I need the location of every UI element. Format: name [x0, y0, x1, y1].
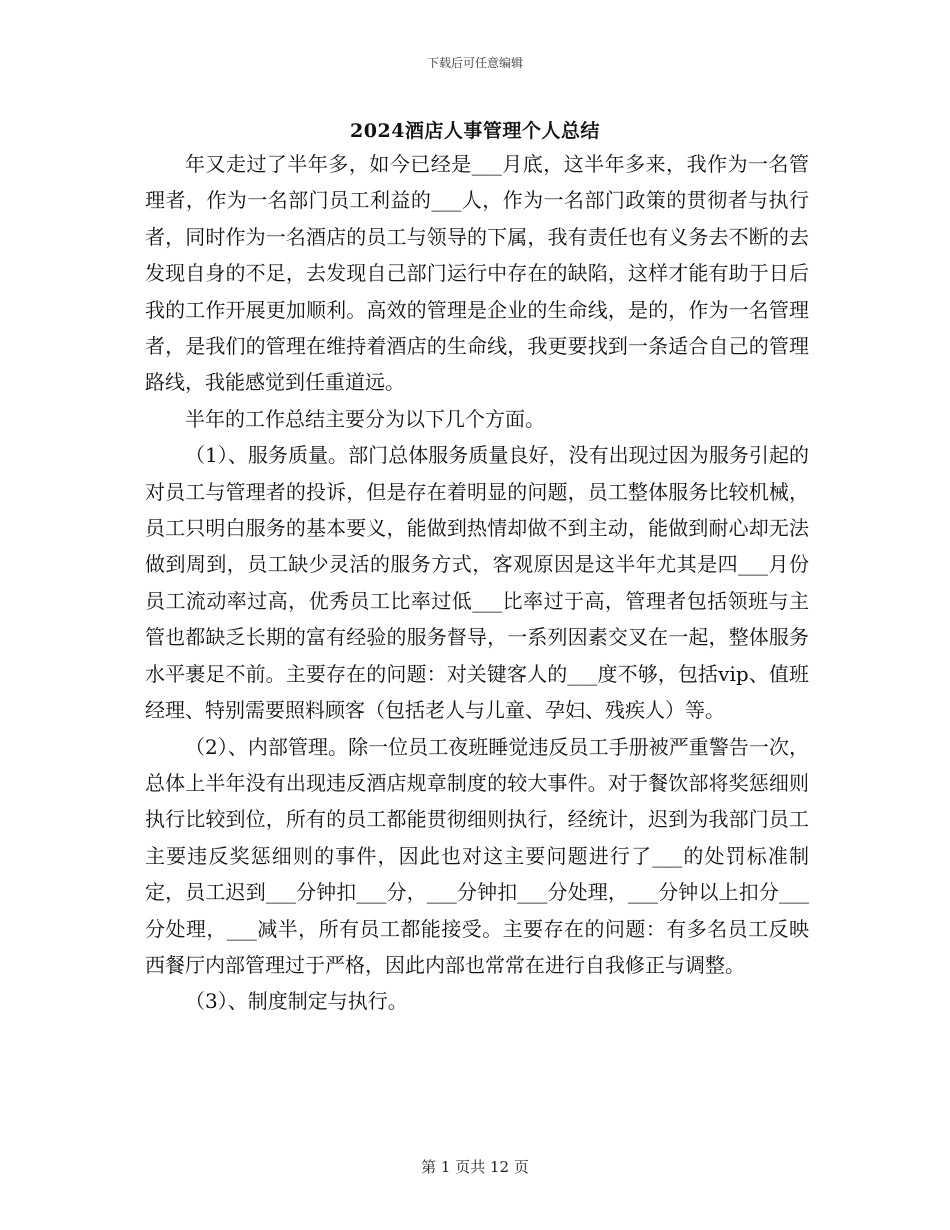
paragraph-intro: 年又走过了半年多，如今已经是___月底，这半年多来，我作为一名管理者，作为一名部门员工利益的___人，作为一名部门政策的贯彻者与执行者，同时作为一名酒店的员工与领导的下属，我有责任也有义务去不断的去发现自身的不足，去发现自己部门运行中存在的缺陷，这样才能有助于日后我的工作开展更加顺利。高效的管理是企业的生命线，是的，作为一名管理者，是我们的管理在维持着酒店的生命线，我更要找到一条适合自己的管理路线，我能感觉到任重道远。	[145, 152, 809, 395]
download-note: 下载后可任意编辑	[426, 56, 523, 70]
document-body	[145, 146, 809, 1020]
document-title: 2024酒店人事管理个人总结	[350, 120, 600, 142]
page-number-footer: 第 1 页共 12 页	[421, 1158, 529, 1176]
paragraph-internal-management: （2）、内部管理。除一位员工夜班睡觉违反员工手册被严重警告一次，总体上半年没有出现违反酒店规章制度的较大事件。对于餐饮部将奖惩细则执行比较到位，所有的员工都能贯彻细则执行，经统计，迟到为我部门员工主要违反奖惩细则的事件，因此也对这主要问题进行了___的处罚标准制定，员工迟到___分钟扣___分，___分钟扣___分处理，___分钟以上扣分___分处理，___减半，所有员工都能接受。主要存在的问题：有多名员工反映西餐厅内部管理过于严格，因此内部也常常在进行自我修正与调整。	[145, 734, 809, 977]
paragraph-system-execution: （3）、制度制定与执行。	[185, 989, 408, 1014]
paragraph-overview: 半年的工作总结主要分为以下几个方面。	[185, 406, 545, 431]
paragraph-service-quality: （1）、服务质量。部门总体服务质量良好，没有出现过因为服务引起的对员工与管理者的投诉，但是存在着明显的问题，员工整体服务比较机械，员工只明白服务的基本要义，能做到热情却做不到主动，能做到耐心却无法做到周到，员工缺少灵活的服务方式，客观原因是这半年尤其是四___月份员工流动率过高，优秀员工比率过低___比率过于高，管理者包括领班与主管也都缺乏长期的富有经验的服务督导，一系列因素交叉在一起，整体服务水平裹足不前。主要存在的问题：对关键客人的___度不够，包括vip、值班经理、特别需要照料顾客（包括老人与儿童、孕妇、残疾人）等。	[145, 443, 809, 723]
